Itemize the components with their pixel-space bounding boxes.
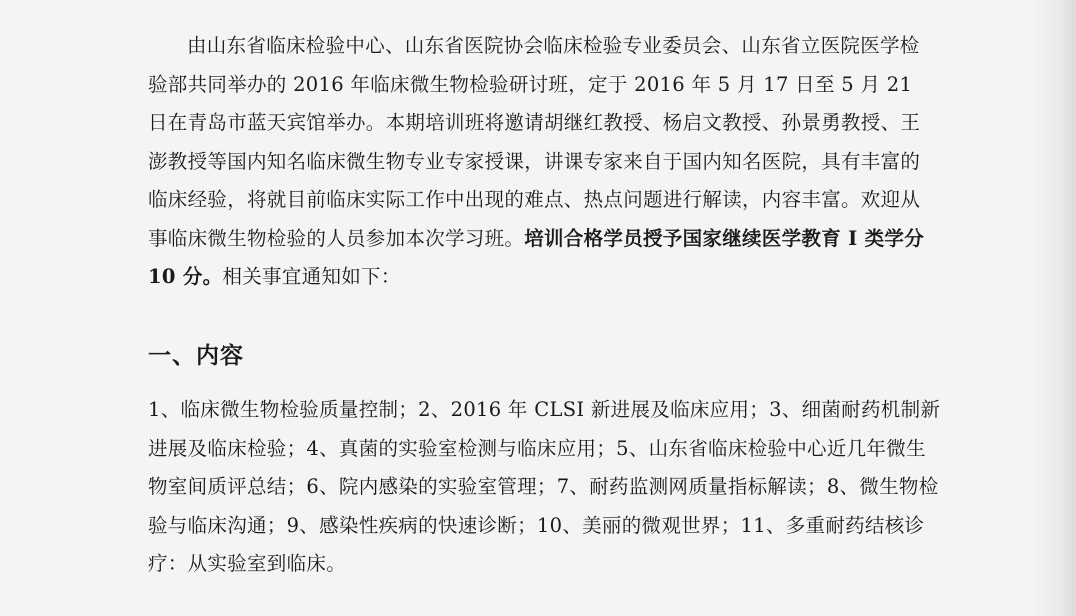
intro-text: 由山东省临床检验中心、山东省医院协会临床检验专业委员会、山东省立医院医学检验部共同举办的 2016 年临床微生物检验研讨班，定于 2016 年 5 月 17 日至 5 月 21 日在青岛市蓝天宾馆举办。本期培训班将邀请胡继红教授、杨启文教授、孙景勇教授、王澎教授等国内知名临床微生物专业专家授课，讲课专家来自于国内知名医院，具有丰富的临床经验，将就目前临床实际工作中出现的难点、热点问题进行解读，内容丰富。欢迎从事临床微生物检验的人员参加本次学习班。 bbox=[148, 34, 921, 250]
section-heading: 一、内容 bbox=[148, 343, 244, 369]
intro-paragraph bbox=[148, 27, 938, 297]
credit-statement: 培训合格学员授予国家继续医学教育 I 类学分 10 分。 bbox=[148, 226, 925, 288]
intro-tail-text: 相关事宜通知如下： bbox=[222, 265, 401, 288]
content-list-paragraph: 1、临床微生物检验质量控制；2、2016 年 CLSI 新进展及临床应用；3、细菌耐药机制新进展及临床检验；4、真菌的实验室检测与临床应用；5、山东省临床检验中心近几年微生物室间质评总结；6、院内感染的实验室管理；7、耐药监测网质量指标解读；8、微生物检验与临床沟通；9、感染性疾病的快速诊断；10、美丽的微观世界；11、多重耐药结核诊疗：从实验室到临床。 bbox=[148, 398, 941, 575]
page-edge-shadow bbox=[1032, 0, 1076, 616]
